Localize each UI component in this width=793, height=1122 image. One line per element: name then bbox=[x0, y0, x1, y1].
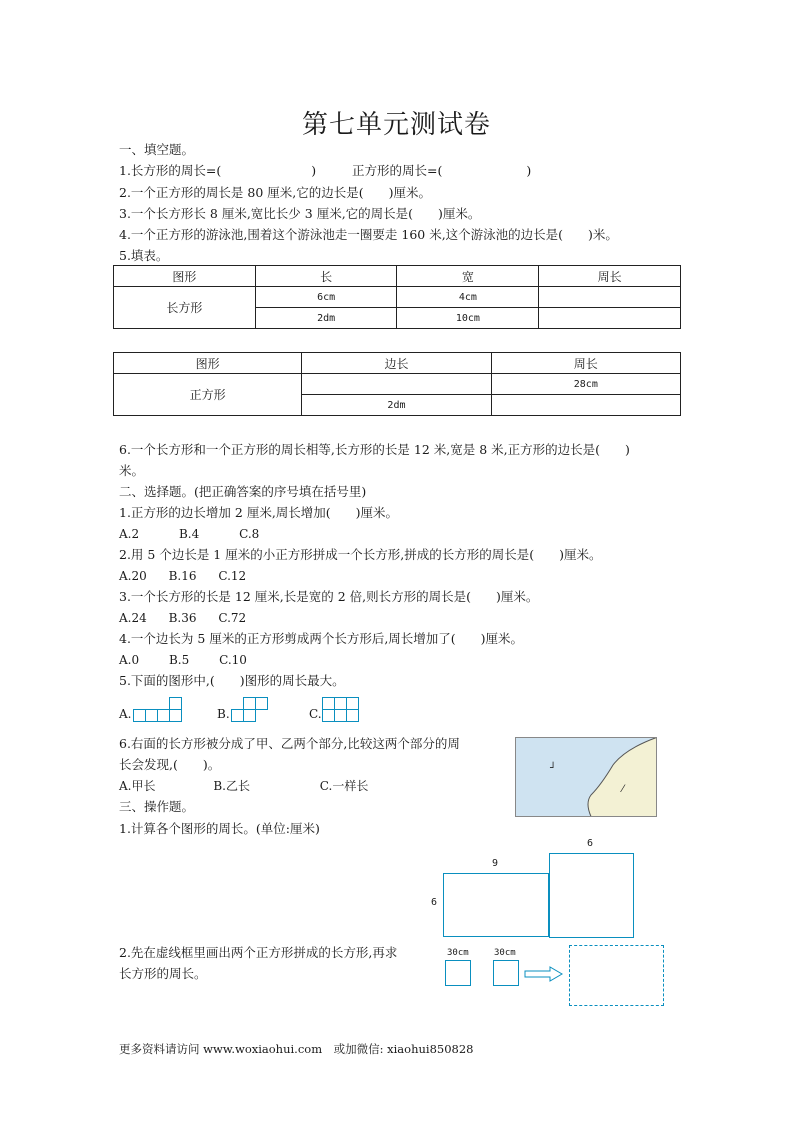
s2-q6-line2: 长会发现,( )。 bbox=[119, 757, 221, 772]
q5: 5.填表。 bbox=[119, 248, 169, 263]
square-shape bbox=[549, 853, 634, 938]
q4: 4.一个正方形的游泳池,围着这个游泳池走一圈要走 160 米,这个游泳池的边长是( )米。 bbox=[119, 227, 618, 242]
square2-label: 30cm bbox=[494, 948, 516, 958]
q1-rect-perimeter bbox=[119, 162, 316, 180]
s2-q1-options bbox=[119, 525, 259, 543]
section2-heading: 二、选择题。(把正确答案的序号填在括号里) bbox=[119, 484, 367, 499]
s2-q1: 1.正方形的边长增加 2 厘米,周长增加( )厘米。 bbox=[119, 505, 399, 520]
s2-q5: 5.下面的图形中,( )图形的周长最大。 bbox=[119, 673, 345, 688]
s2-q2-options bbox=[119, 567, 246, 585]
rect-width-label: 9 bbox=[492, 858, 499, 869]
rectangle-shape bbox=[443, 873, 549, 937]
option[interactable]: A.甲长 bbox=[119, 779, 156, 793]
option[interactable]: C.10 bbox=[219, 653, 247, 667]
s2-q6-options bbox=[119, 777, 368, 795]
s3-q2-line2: 长方形的周长。 bbox=[119, 966, 207, 981]
s3-q1: 1.计算各个图形的周长。(单位:厘米) bbox=[119, 821, 320, 836]
small-square-2 bbox=[493, 960, 519, 986]
q6-line1: 6.一个长方形和一个正方形的周长相等,长方形的长是 12 米,宽是 8 米,正方形的边长是( ) bbox=[119, 442, 630, 457]
option[interactable]: B.16 bbox=[168, 569, 197, 583]
divided-rectangle-figure bbox=[515, 737, 657, 817]
option[interactable]: C.8 bbox=[239, 527, 260, 541]
dashed-drawing-box[interactable] bbox=[569, 945, 664, 1006]
q1-square-perimeter bbox=[352, 162, 531, 180]
q5-option-a-label[interactable]: A. bbox=[119, 707, 132, 721]
q5-figure-c[interactable] bbox=[322, 696, 362, 722]
option[interactable]: A.24 bbox=[119, 611, 147, 625]
q1b-text: 正方形的周长=( bbox=[352, 163, 443, 178]
square-table bbox=[113, 352, 681, 416]
t2-header-perimeter: 周长 bbox=[491, 353, 680, 374]
t2-answer-cell[interactable] bbox=[491, 395, 680, 416]
option[interactable]: B.5 bbox=[168, 653, 190, 667]
q5-figure-a[interactable] bbox=[133, 696, 185, 722]
option[interactable]: B.36 bbox=[168, 611, 197, 625]
t1-header-shape: 图形 bbox=[114, 266, 256, 287]
s2-q3: 3.一个长方形的长是 12 厘米,长是宽的 2 倍,则长方形的周长是( )厘米。 bbox=[119, 589, 539, 604]
q5-figure-b[interactable] bbox=[231, 696, 271, 722]
t2-header-side: 边长 bbox=[302, 353, 491, 374]
t1-cell: 10cm bbox=[397, 308, 539, 329]
q6-line2: 米。 bbox=[119, 463, 145, 478]
s2-q4-options bbox=[119, 651, 247, 669]
t1-header-perimeter: 周长 bbox=[539, 266, 681, 287]
s2-q2: 2.用 5 个边长是 1 厘米的小正方形拼成一个长方形,拼成的长方形的周长是( )厘米。 bbox=[119, 547, 602, 562]
region-jia-marker: ┘ bbox=[550, 763, 557, 774]
option[interactable]: A.2 bbox=[119, 527, 140, 541]
region-yi-marker: ⁄ bbox=[622, 784, 624, 795]
t1-cell: 6cm bbox=[255, 287, 397, 308]
section3-heading: 三、操作题。 bbox=[119, 799, 195, 814]
s2-q3-options bbox=[119, 609, 246, 627]
t1-answer-cell[interactable] bbox=[539, 308, 681, 329]
rect-height-label: 6 bbox=[431, 897, 438, 908]
small-square-1 bbox=[445, 960, 471, 986]
q1b-close: ) bbox=[526, 163, 532, 178]
square-side-label: 6 bbox=[587, 838, 594, 849]
section1-heading: 一、填空题。 bbox=[119, 142, 195, 157]
option[interactable]: B.乙长 bbox=[213, 779, 250, 793]
rectangle-table bbox=[113, 265, 681, 329]
t1-header-length: 长 bbox=[255, 266, 397, 287]
footer-text: 更多资料请访问 www.woxiaohui.com 或加微信: xiaohui850828 bbox=[119, 1042, 474, 1056]
q5-option-c-label[interactable]: C. bbox=[309, 707, 322, 721]
q2: 2.一个正方形的周长是 80 厘米,它的边长是( )厘米。 bbox=[119, 185, 432, 200]
t1-cell: 4cm bbox=[397, 287, 539, 308]
t1-cell: 2dm bbox=[255, 308, 397, 329]
option[interactable]: B.4 bbox=[178, 527, 200, 541]
s3-q2-line1: 2.先在虚线框里画出两个正方形拼成的长方形,再求 bbox=[119, 945, 398, 960]
s2-q4: 4.一个边长为 5 厘米的正方形剪成两个长方形后,周长增加了( )厘米。 bbox=[119, 631, 524, 646]
right-arrow-icon bbox=[524, 966, 564, 982]
s2-q6-line1: 6.右面的长方形被分成了甲、乙两个部分,比较这两个部分的周 bbox=[119, 736, 460, 751]
q5-option-b-label[interactable]: B. bbox=[217, 707, 230, 721]
t2-cell: 2dm bbox=[302, 395, 491, 416]
square1-label: 30cm bbox=[447, 948, 469, 958]
t2-shape-cell: 正方形 bbox=[114, 374, 302, 416]
option[interactable]: C.一样长 bbox=[319, 779, 369, 793]
option[interactable]: A.20 bbox=[119, 569, 147, 583]
t2-header-shape: 图形 bbox=[114, 353, 302, 374]
option[interactable]: A.0 bbox=[119, 653, 140, 667]
t1-answer-cell[interactable] bbox=[539, 287, 681, 308]
t1-shape-cell: 长方形 bbox=[114, 287, 256, 329]
t1-header-width: 宽 bbox=[397, 266, 539, 287]
q1a-close: ) bbox=[311, 163, 317, 178]
option[interactable]: C.12 bbox=[218, 569, 247, 583]
t2-answer-cell[interactable] bbox=[302, 374, 491, 395]
t2-cell: 28cm bbox=[491, 374, 680, 395]
option[interactable]: C.72 bbox=[218, 611, 247, 625]
q1a-text: 1.长方形的周长=( bbox=[119, 163, 222, 178]
page-title: 第七单元测试卷 bbox=[301, 110, 491, 140]
q3: 3.一个长方形长 8 厘米,宽比长少 3 厘米,它的周长是( )厘米。 bbox=[119, 206, 481, 221]
